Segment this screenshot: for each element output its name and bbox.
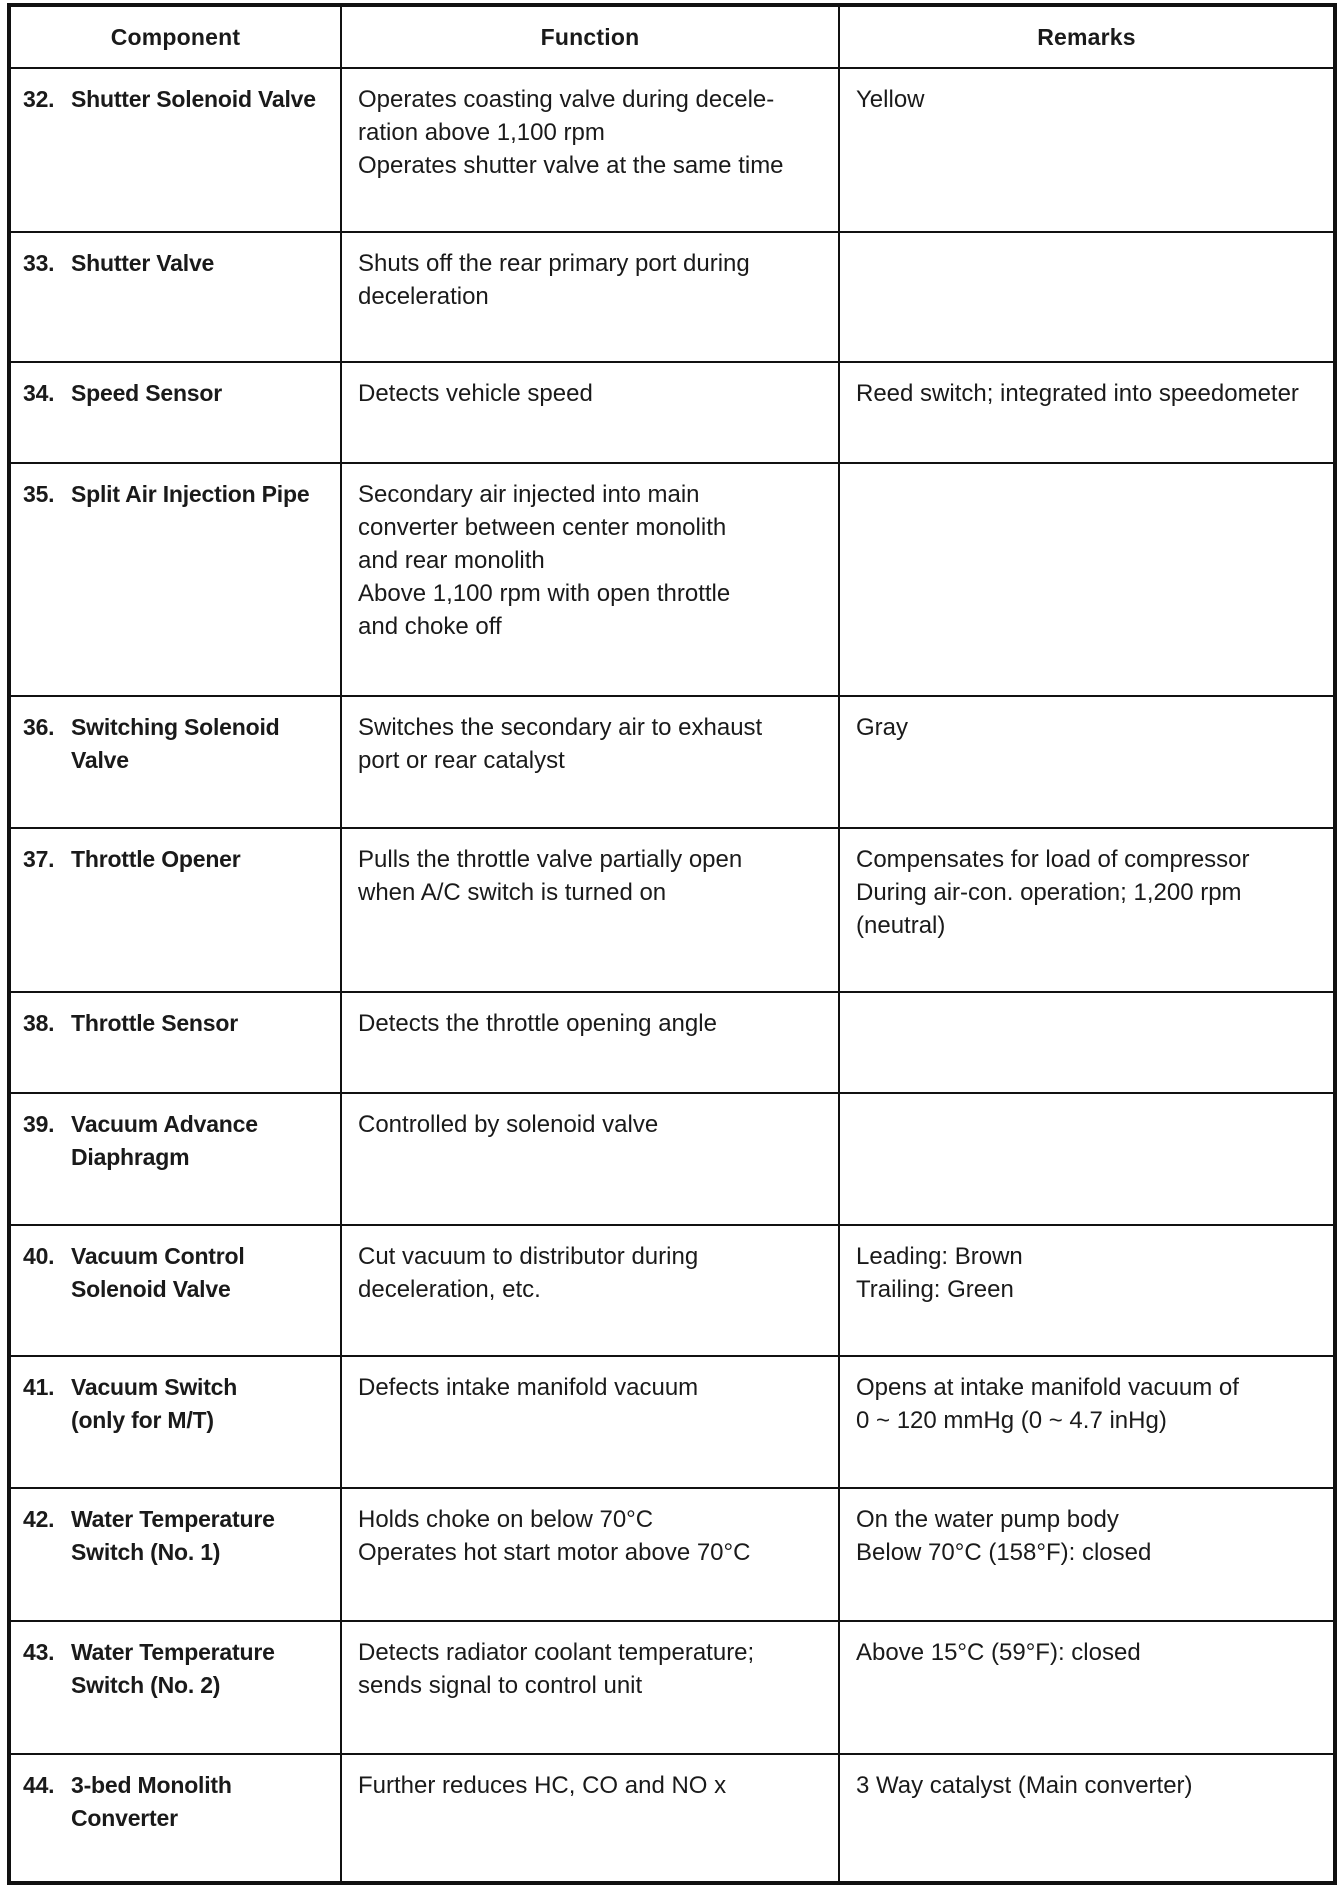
component-name-line: Solenoid Valve	[71, 1276, 231, 1303]
function-cell	[341, 828, 839, 992]
component-number: 44.	[23, 1771, 55, 1798]
function-line: Detects vehicle speed	[358, 380, 593, 408]
component-name-line: Vacuum Switch	[71, 1373, 238, 1400]
component-name	[71, 247, 214, 280]
remarks-cell	[839, 1488, 1334, 1621]
function-line: port or rear catalyst	[358, 746, 565, 774]
component-name-line: Throttle Sensor	[71, 1010, 238, 1037]
component-number: 42.	[23, 1506, 55, 1533]
function-cell	[341, 1093, 839, 1226]
function-cell	[341, 696, 839, 829]
remarks-cell	[839, 1093, 1334, 1226]
component-number: 40.	[23, 1243, 55, 1270]
table-row	[10, 1093, 1334, 1226]
component-cell	[10, 68, 341, 232]
component-number: 39.	[23, 1110, 55, 1137]
function-line: sends signal to control unit	[358, 1672, 643, 1700]
function-line: Operates shutter valve at the same time	[358, 152, 784, 179]
header-component: Component	[10, 6, 341, 68]
function-line: and choke off	[358, 612, 502, 640]
function-line: Holds choke on below 70°C	[358, 1506, 654, 1534]
function-line: deceleration	[358, 283, 489, 311]
component-name-line: Switch (No. 1)	[71, 1539, 221, 1566]
component-number: 33.	[23, 250, 55, 277]
function-line: Switches the secondary air to exhaust	[358, 713, 763, 741]
component-name	[71, 478, 309, 511]
table-row	[10, 362, 1334, 462]
header-row	[10, 6, 1334, 68]
component-number: 38.	[23, 1010, 55, 1037]
remarks-line: 0 ~ 120 mmHg (0 ~ 4.7 inHg)	[856, 1406, 1167, 1434]
remarks-cell	[839, 1225, 1334, 1355]
remarks-line: 3 Way catalyst (Main converter)	[856, 1771, 1193, 1799]
remarks-line: Trailing: Green	[856, 1276, 1014, 1304]
function-line: when A/C switch is turned on	[358, 879, 667, 907]
function-cell	[341, 68, 839, 232]
component-name	[71, 711, 280, 777]
component-name	[71, 843, 241, 876]
function-line: Above 1,100 rpm with open throttle	[358, 579, 731, 607]
remarks-cell	[839, 1621, 1334, 1754]
remarks-cell	[839, 68, 1334, 232]
component-number: 36.	[23, 713, 55, 740]
function-cell	[341, 992, 839, 1092]
remarks-line: On the water pump body	[856, 1506, 1119, 1534]
component-cell	[10, 1754, 341, 1882]
component-name-line: Vacuum Advance	[71, 1110, 258, 1137]
table-row	[10, 696, 1334, 829]
component-number: 34.	[23, 380, 55, 407]
component-name	[71, 1108, 258, 1174]
component-name-line: Shutter Valve	[71, 250, 215, 277]
component-cell	[10, 1356, 341, 1489]
header-remarks: Remarks	[839, 6, 1334, 68]
function-cell	[341, 362, 839, 462]
component-cell	[10, 1225, 341, 1355]
component-table	[7, 3, 1337, 1885]
remarks-cell	[839, 463, 1334, 696]
component-cell	[10, 362, 341, 462]
table-row	[10, 1754, 1334, 1882]
function-line: Further reduces HC, CO and NO x	[358, 1771, 727, 1799]
function-line: Secondary air injected into main	[358, 480, 700, 508]
component-number: 32.	[23, 86, 55, 112]
table-row	[10, 1621, 1334, 1754]
component-name-line: Shutter Solenoid Valve	[71, 86, 316, 112]
remarks-line: Opens at intake manifold vacuum of	[856, 1373, 1239, 1401]
table-row	[10, 1356, 1334, 1489]
function-line: Operates coasting valve during decele-	[358, 86, 775, 113]
component-name	[71, 1769, 232, 1835]
function-line: ration above 1,100 rpm	[358, 119, 605, 146]
remarks-cell	[839, 1754, 1334, 1882]
component-name-line: Diaphragm	[71, 1143, 190, 1170]
component-name-line: Vacuum Control	[71, 1243, 245, 1270]
component-name-line: 3-bed Monolith	[71, 1771, 232, 1798]
function-cell	[341, 463, 839, 696]
function-line: Detects the throttle opening angle	[358, 1010, 717, 1038]
component-number: 43.	[23, 1639, 55, 1666]
table-row	[10, 463, 1334, 696]
table-row	[10, 992, 1334, 1092]
remarks-cell	[839, 828, 1334, 992]
table-row	[10, 828, 1334, 992]
component-name-line: Switching Solenoid	[71, 713, 280, 740]
remarks-line: Leading: Brown	[856, 1243, 1023, 1271]
component-cell	[10, 463, 341, 696]
function-cell	[341, 1754, 839, 1882]
function-line: Shuts off the rear primary port during	[358, 250, 750, 278]
remarks-line: Below 70°C (158°F): closed	[856, 1539, 1152, 1567]
remarks-cell	[839, 992, 1334, 1092]
remarks-line: Compensates for load of compressor	[856, 846, 1250, 874]
function-line: Controlled by solenoid valve	[358, 1110, 659, 1138]
remarks-line: (neutral)	[856, 912, 946, 940]
table-row	[10, 68, 1334, 232]
remarks-line: Gray	[856, 713, 909, 741]
function-cell	[341, 232, 839, 362]
function-cell	[341, 1488, 839, 1621]
component-name	[71, 1240, 245, 1306]
component-name	[71, 1007, 238, 1040]
remarks-cell	[839, 1356, 1334, 1489]
component-cell	[10, 1488, 341, 1621]
component-number: 35.	[23, 480, 55, 507]
component-number: 37.	[23, 846, 55, 873]
function-line: deceleration, etc.	[358, 1276, 541, 1304]
component-cell	[10, 992, 341, 1092]
function-line: Cut vacuum to distributor during	[358, 1243, 699, 1271]
component-cell	[10, 828, 341, 992]
function-line: converter between center monolith	[358, 513, 727, 541]
component-name-line: (only for M/T)	[71, 1406, 214, 1433]
component-number: 41.	[23, 1373, 55, 1400]
remarks-cell	[839, 232, 1334, 362]
function-line: Operates hot start motor above 70°C	[358, 1539, 751, 1567]
component-cell	[10, 696, 341, 829]
component-cell	[10, 232, 341, 362]
component-name	[71, 1636, 275, 1702]
remarks-line: Above 15°C (59°F): closed	[856, 1639, 1141, 1667]
table-body	[10, 68, 1334, 1882]
component-name-line: Speed Sensor	[71, 380, 222, 407]
component-name-line: Throttle Opener	[71, 846, 241, 873]
component-name-line: Water Temperature	[71, 1506, 275, 1533]
table-row	[10, 1225, 1334, 1355]
remarks-line: During air-con. operation; 1,200 rpm	[856, 879, 1242, 907]
component-name-line: Switch (No. 2)	[71, 1672, 221, 1699]
component-name	[71, 1371, 237, 1437]
function-cell	[341, 1225, 839, 1355]
function-line: Detects radiator coolant temperature;	[358, 1639, 755, 1667]
component-name	[71, 83, 316, 116]
function-line: Pulls the throttle valve partially open	[358, 846, 743, 874]
component-name-line: Split Air Injection Pipe	[71, 480, 310, 507]
header-function: Function	[341, 6, 839, 68]
table-row	[10, 232, 1334, 362]
component-cell	[10, 1621, 341, 1754]
table-row	[10, 1488, 1334, 1621]
component-name	[71, 1503, 275, 1569]
component-function-table	[9, 5, 1335, 1883]
component-name-line: Valve	[71, 746, 129, 773]
remarks-cell	[839, 696, 1334, 829]
function-line: Defects intake manifold vacuum	[358, 1373, 699, 1401]
remarks-line: Yellow	[856, 86, 925, 113]
remarks-cell	[839, 362, 1334, 462]
component-cell	[10, 1093, 341, 1226]
function-cell	[341, 1621, 839, 1754]
function-cell	[341, 1356, 839, 1489]
component-name-line: Water Temperature	[71, 1639, 275, 1666]
component-name-line: Converter	[71, 1804, 178, 1831]
component-name	[71, 377, 222, 410]
remarks-line: Reed switch; integrated into speedometer	[856, 380, 1299, 408]
function-line: and rear monolith	[358, 546, 545, 574]
